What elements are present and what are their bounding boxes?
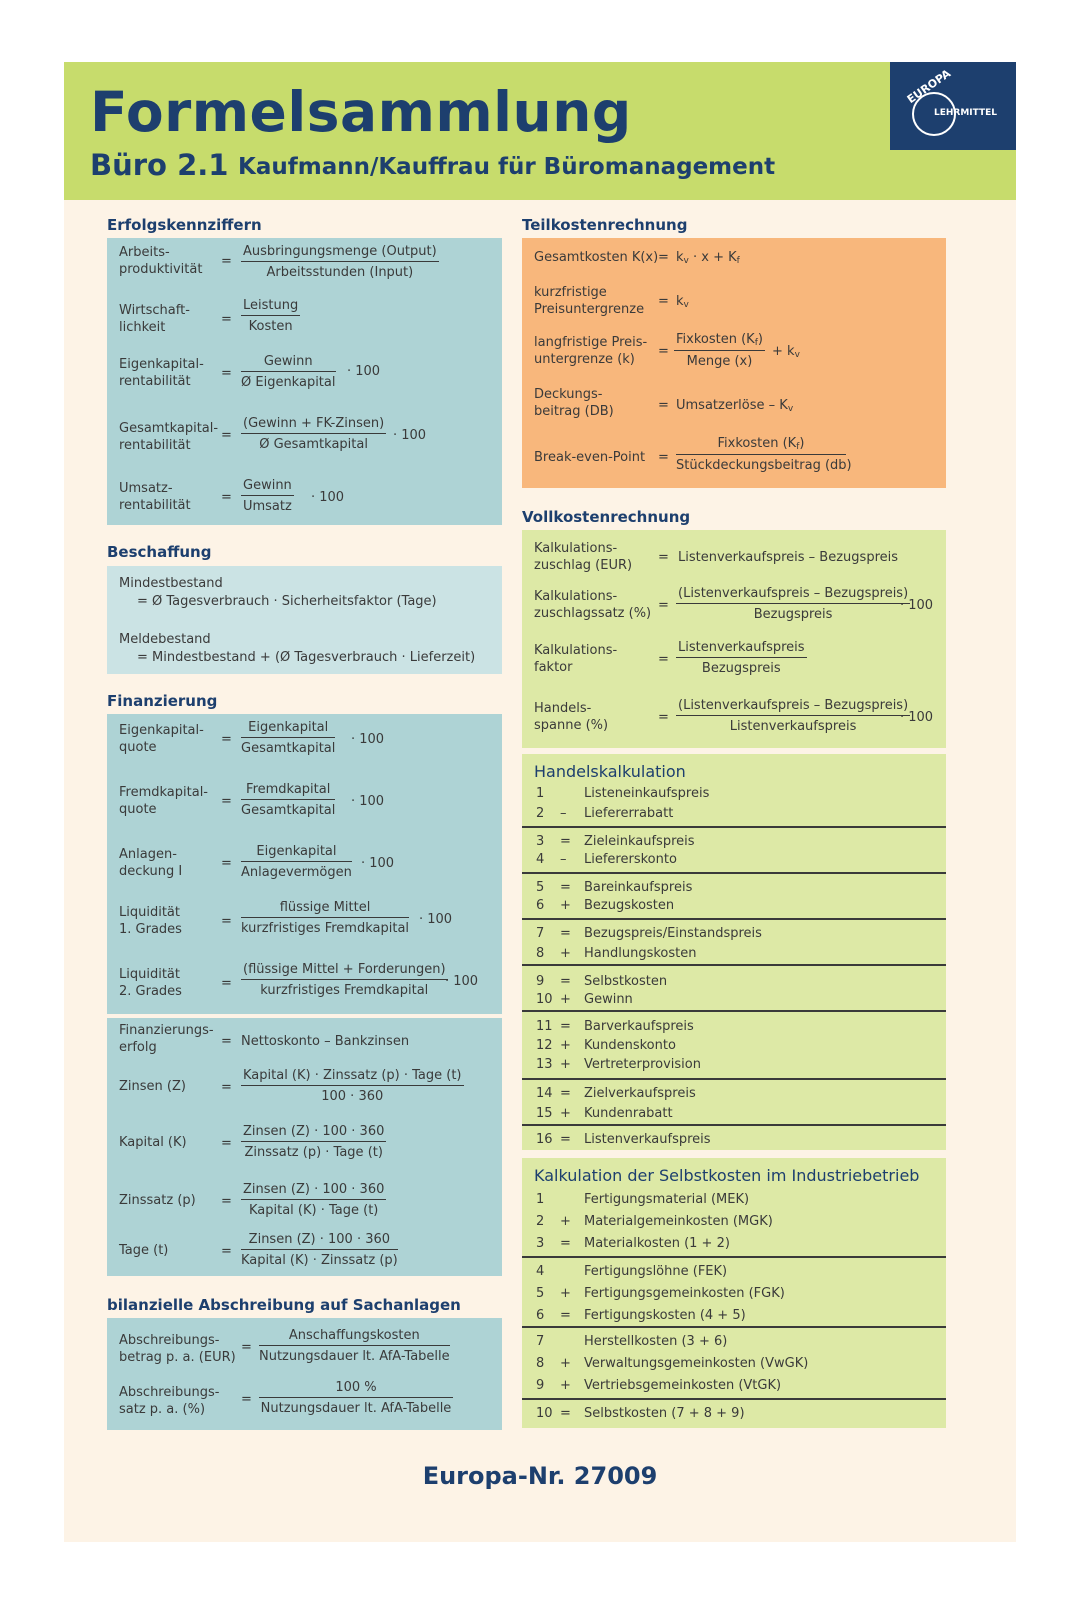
industrie-row-num: 2 (536, 1214, 545, 1229)
denominator: Ø Eigenkapital (241, 375, 336, 390)
times-100: · 100 (351, 732, 385, 747)
equals-sign: = (241, 1340, 252, 1355)
fraction-arbeitsproduktivitaet (241, 244, 439, 280)
label-handelsspanne: Handels- spanne (%) (534, 701, 609, 733)
denominator: Gesamtkapital (241, 741, 336, 756)
industrie-row-op: = (560, 1308, 571, 1323)
numerator: Anschaffungskosten (259, 1328, 450, 1346)
handel-row-op: + (560, 992, 571, 1007)
section-title-finanzierung: Finanzierung (107, 692, 218, 710)
industrie-row-num: 3 (536, 1236, 545, 1251)
industrie-row-num: 8 (536, 1356, 545, 1371)
gesamtkosten-formula (676, 250, 740, 266)
handel-row-txt: Bezugspreis/Einstandspreis (584, 926, 762, 941)
handel-row-op: = (560, 880, 571, 895)
denominator: Listenverkaufspreis (729, 719, 857, 734)
times-100: · 100 (445, 974, 479, 989)
label-eigenkapitalrentabilitaet: Eigenkapital- rentabilität (119, 357, 204, 389)
fraction-abschreibungssatz (259, 1380, 453, 1416)
denominator: Bezugspreis (753, 607, 833, 622)
numerator: Fremdkapital (241, 782, 335, 800)
industrie-row-num: 1 (536, 1192, 545, 1207)
equals-sign: = (658, 294, 669, 309)
industrie-row-num: 5 (536, 1286, 545, 1301)
handel-separator (522, 964, 946, 966)
industrie-row-num: 4 (536, 1264, 545, 1279)
section-title-abschreibung: bilanzielle Abschreibung auf Sachanlagen (107, 1296, 461, 1314)
teilkostenrechnung-box (522, 238, 946, 488)
handel-row-txt: Kundenrabatt (584, 1106, 673, 1121)
industrie-row-txt: Materialkosten (1 + 2) (584, 1236, 730, 1251)
handel-row-txt: Gewinn (584, 992, 633, 1007)
equals-sign: = (221, 914, 232, 929)
denominator: 100 · 360 (321, 1089, 384, 1104)
label-gesamtkosten: Gesamtkosten K(x) (534, 250, 659, 265)
label-liquiditaet-1: Liquidität 1. Grades (119, 905, 182, 937)
label-abschreibungsbetrag: Abschreibungs- betrag p. a. (EUR) (119, 1333, 236, 1365)
times-100: · 100 (361, 856, 395, 871)
industrie-row-num: 9 (536, 1378, 545, 1393)
kf-symbol: K (728, 250, 737, 265)
handel-row-op: – (560, 852, 567, 867)
finanzierungserfolg-formula: Nettoskonto – Bankzinsen (241, 1034, 410, 1049)
europa-nummer: Europa-Nr. 27009 (422, 1462, 658, 1490)
equals-sign: = (658, 450, 669, 465)
fraction-handelsspanne (676, 698, 910, 734)
handel-row-op: = (560, 1086, 571, 1101)
page-subtitle-occupation: Kaufmann/Kauffrau für Büromanagement (238, 154, 776, 180)
section-title-vollkostenrechnung: Vollkostenrechnung (522, 508, 691, 526)
denominator: Ø Gesamtkapital (259, 437, 368, 452)
handel-row-num: 12 (536, 1038, 553, 1053)
handel-row-txt: Kundenskonto (584, 1038, 676, 1053)
erfolgskennziffern-box (107, 238, 502, 525)
label-finanzierungserfolg: Finanzierungs- erfolg (119, 1023, 214, 1055)
industrie-row-op: + (560, 1286, 571, 1301)
handelskalkulation-box (522, 754, 946, 1150)
handel-row-num: 7 (536, 926, 545, 941)
handel-separator (522, 872, 946, 874)
denominator: Anlagevermögen (241, 865, 352, 880)
handel-row-txt: Zielverkaufspreis (584, 1086, 696, 1101)
industrie-row-txt: Fertigungslöhne (FEK) (584, 1264, 728, 1279)
handel-row-txt: Listeneinkaufspreis (584, 786, 710, 801)
numerator: Zinsen (Z) · 100 · 360 (241, 1232, 398, 1250)
fraction-liquiditaet-2 (241, 962, 448, 998)
denominator: Menge (x) (686, 354, 753, 369)
equals-sign: = (221, 732, 232, 747)
subscript-v: v (683, 256, 689, 266)
numerator: (Listenverkaufspreis – Bezugspreis) (676, 586, 910, 604)
industrie-row-txt: Materialgemeinkosten (MGK) (584, 1214, 773, 1229)
label-break-even-point: Break-even-Point (534, 450, 646, 465)
numerator: Eigenkapital (241, 844, 352, 862)
handel-row-num: 1 (536, 786, 545, 801)
fraction-gesamtkapitalrentabilitaet (241, 416, 386, 452)
handel-row-num: 11 (536, 1019, 553, 1034)
logo-text-lehrmittel: LEHRMITTEL (934, 108, 998, 118)
equals-sign: = (658, 250, 669, 265)
industrie-row-num: 10 (536, 1406, 553, 1421)
equals-sign: = (658, 398, 669, 413)
industrie-row-num: 7 (536, 1334, 545, 1349)
denominator: Kosten (248, 319, 293, 334)
equals-sign: = (658, 598, 669, 613)
label-zinssatz: Zinssatz (p) (119, 1193, 196, 1208)
denominator: Bezugspreis (701, 661, 781, 676)
page-title: Formelsammlung (90, 80, 632, 144)
label-arbeitsproduktivitaet: Arbeits- produktivität (119, 245, 203, 277)
numerator: Zinsen (Z) · 100 · 360 (241, 1182, 386, 1200)
times-100: · 100 (347, 364, 381, 379)
denominator: Kapital (K) · Tage (t) (248, 1203, 379, 1218)
numerator: Zinsen (Z) · 100 · 360 (241, 1124, 386, 1142)
handel-row-num: 10 (536, 992, 553, 1007)
kalkulationszuschlag-formula: Listenverkaufspreis – Bezugspreis (678, 550, 899, 565)
denominator: Gesamtkapital (241, 803, 336, 818)
page-subtitle: Büro 2.1 (90, 148, 229, 182)
equals-sign: = (221, 1244, 232, 1259)
equals-sign: = (221, 428, 232, 443)
section-title-beschaffung: Beschaffung (107, 543, 212, 561)
handel-row-op: = (560, 1132, 571, 1147)
handel-row-op: = (560, 834, 571, 849)
numerator: (Gewinn + FK-Zinsen) (241, 416, 386, 434)
times-100: · 100 (311, 490, 345, 505)
numerator: Leistung (241, 298, 300, 316)
label-kurzfristige-preisuntergrenze: kurzfristige Preisuntergrenze (534, 285, 645, 317)
mindestbestand-formula: = Ø Tagesverbrauch · Sicherheitsfaktor (Tage) (137, 594, 437, 609)
label-fremdkapitalquote: Fremdkapital- quote (119, 785, 209, 817)
label-langfristige-preisuntergrenze: langfristige Preis- untergrenze (k) (534, 335, 648, 367)
label-wirtschaftlichkeit: Wirtschaft- lichkeit (119, 303, 190, 335)
numerator: Gewinn (241, 478, 294, 496)
numerator: Fixkosten $(K_f)$ (674, 332, 765, 351)
handel-row-op: + (560, 1106, 571, 1121)
equals-sign: = (241, 1392, 252, 1407)
handel-row-op: = (560, 1019, 571, 1034)
numerator: (Listenverkaufspreis – Bezugspreis) (676, 698, 910, 716)
denominator: Umsatz (242, 499, 292, 514)
handel-row-num: 6 (536, 898, 545, 913)
fraction-kapital (241, 1124, 386, 1160)
handel-row-num: 9 (536, 974, 545, 989)
industriekalkulation-title: Kalkulation der Selbstkosten im Industriebetrieb (534, 1166, 920, 1185)
mindestbestand-label: Mindestbestand (119, 576, 223, 591)
handel-row-txt: Vertreterprovision (584, 1057, 701, 1072)
label-abschreibungssatz: Abschreibungs- satz p. a. (%) (119, 1385, 220, 1417)
numerator: Eigenkapital (241, 720, 335, 738)
handel-row-op: + (560, 898, 571, 913)
numerator: Listenverkaufspreis (676, 640, 807, 658)
fraction-kalkulationsfaktor (676, 640, 807, 676)
handel-row-num: 3 (536, 834, 545, 849)
handel-row-op: + (560, 1057, 571, 1072)
equals-sign: = (221, 856, 232, 871)
times-x-plus: · x + (693, 250, 724, 265)
fraction-eigenkapitalquote (241, 720, 335, 756)
numerator: Kapital (K) · Zinssatz (p) · Tage (t) (241, 1068, 464, 1086)
fraction-langfristige-preisuntergrenze (674, 332, 765, 369)
industrie-row-txt: Fertigungsmaterial (MEK) (584, 1192, 750, 1207)
industrie-row-txt: Vertriebsgemeinkosten (VtGK) (584, 1378, 782, 1393)
kv-symbol: k (676, 250, 684, 265)
fraction-fremdkapitalquote (241, 782, 335, 818)
equals-sign: = (221, 1194, 232, 1209)
industriekalkulation-box (522, 1158, 946, 1428)
handel-row-txt: Bareinkaufspreis (584, 880, 693, 895)
denominator: Nutzungsdauer lt. AfA-Tabelle (259, 1349, 450, 1364)
equals-sign: = (221, 794, 232, 809)
industrie-row-op: = (560, 1406, 571, 1421)
handel-row-num: 13 (536, 1057, 553, 1072)
handel-row-txt: Liefererrabatt (584, 806, 674, 821)
equals-sign: = (221, 1080, 232, 1095)
industrie-row-txt: Fertigungskosten (4 + 5) (584, 1308, 746, 1323)
label-deckungsbeitrag: Deckungs- beitrag (DB) (534, 387, 614, 419)
handel-row-op: = (560, 974, 571, 989)
handel-separator (522, 1010, 946, 1012)
handel-separator (522, 826, 946, 828)
handel-row-txt: Bezugskosten (584, 898, 675, 913)
handel-separator (522, 918, 946, 920)
denominator: Kapital (K) · Zinssatz (p) (241, 1253, 398, 1268)
handel-row-num: 15 (536, 1106, 553, 1121)
handel-row-num: 14 (536, 1086, 553, 1101)
meldebestand-formula: = Mindestbestand + (Ø Tagesverbrauch · Lieferzeit) (137, 650, 476, 665)
numerator: Gewinn (241, 354, 336, 372)
label-kalkulationsfaktor: Kalkulations- faktor (534, 643, 618, 675)
fraction-break-even-point (676, 436, 852, 473)
equals-sign: = (221, 254, 232, 269)
formula-sheet (64, 62, 1016, 1542)
handel-row-txt: Handlungskosten (584, 946, 697, 961)
kurzfristige-preisuntergrenze-formula: $k_v$ (676, 294, 689, 310)
fraction-eigenkapitalrentabilitaet (241, 354, 336, 390)
label-liquiditaet-2: Liquidität 2. Grades (119, 967, 182, 999)
handel-row-num: 4 (536, 852, 545, 867)
handel-row-op: = (560, 926, 571, 941)
industrie-separator (522, 1398, 946, 1400)
fraction-abschreibungsbetrag (259, 1328, 450, 1364)
industrie-row-txt: Verwaltungsgemeinkosten (VwGK) (584, 1356, 809, 1371)
numerator: 100 % (259, 1380, 453, 1398)
plus-kv: + $k_v$ (772, 344, 800, 360)
label-kapital: Kapital (K) (119, 1135, 187, 1150)
handel-row-txt: Listenverkaufspreis (584, 1132, 711, 1147)
section-title-teilkostenrechnung: Teilkostenrechnung (522, 216, 688, 234)
finanzierung-zinsen-box (107, 1018, 502, 1276)
equals-sign: = (221, 312, 232, 327)
handel-row-num: 5 (536, 880, 545, 895)
denominator: Nutzungsdauer lt. AfA-Tabelle (260, 1401, 452, 1416)
handel-row-op: – (560, 806, 567, 821)
logo-text-europa: EUROPA (904, 66, 954, 107)
deckungsbeitrag-formula: Umsatzerlöse – $K_v$ (676, 398, 794, 414)
equals-sign: = (658, 344, 669, 359)
handel-row-op: + (560, 946, 571, 961)
numerator: Fixkosten $(K_f)$ (676, 436, 846, 455)
equals-sign: = (221, 1136, 232, 1151)
industrie-row-num: 6 (536, 1308, 545, 1323)
denominator: kurzfristiges Fremdkapital (260, 983, 429, 998)
industrie-row-op: = (560, 1236, 571, 1251)
industrie-row-op: + (560, 1356, 571, 1371)
abschreibung-box (107, 1318, 502, 1430)
label-eigenkapitalquote: Eigenkapital- quote (119, 723, 204, 755)
fraction-zinsen (241, 1068, 464, 1104)
beschaffung-box (107, 566, 502, 674)
label-tage: Tage (t) (119, 1243, 169, 1258)
industrie-row-txt: Selbstkosten (7 + 8 + 9) (584, 1406, 745, 1421)
industrie-row-op: + (560, 1378, 571, 1393)
label-umsatzrentabilitaet: Umsatz- rentabilität (119, 481, 191, 513)
numerator: flüssige Mittel (241, 900, 409, 918)
vollkostenrechnung-box (522, 530, 946, 748)
equals-sign: = (221, 976, 232, 991)
times-100: · 100 (351, 794, 385, 809)
handel-row-op: + (560, 1038, 571, 1053)
times-100: · 100 (900, 598, 934, 613)
fraction-umsatzrentabilitaet (241, 478, 294, 514)
equals-sign: = (658, 550, 669, 565)
times-100: · 100 (900, 710, 934, 725)
label-gesamtkapitalrentabilitaet: Gesamtkapital- rentabilität (119, 421, 219, 453)
handel-separator (522, 1124, 946, 1126)
subscript-f: f (736, 256, 740, 266)
finanzierung-kennzahlen-box (107, 714, 502, 1014)
industrie-row-txt: Fertigungsgemeinkosten (FGK) (584, 1286, 785, 1301)
fraction-zinssatz (241, 1182, 386, 1218)
equals-sign: = (221, 490, 232, 505)
handel-row-txt: Liefererskonto (584, 852, 677, 867)
section-title-erfolgskennziffern: Erfolgskennziffern (107, 216, 262, 234)
denominator: kurzfristiges Fremdkapital (241, 921, 410, 936)
industrie-row-op: + (560, 1214, 571, 1229)
handel-row-txt: Zieleinkaufspreis (584, 834, 695, 849)
times-100: · 100 (393, 428, 427, 443)
equals-sign: = (658, 652, 669, 667)
fraction-liquiditaet-1 (241, 900, 409, 936)
handel-row-txt: Selbstkosten (584, 974, 668, 989)
equals-sign: = (658, 710, 669, 725)
industrie-row-txt: Herstellkosten (3 + 6) (584, 1334, 728, 1349)
equals-sign: = (221, 1034, 232, 1049)
handel-row-txt: Barverkaufspreis (584, 1019, 694, 1034)
fraction-wirtschaftlichkeit (241, 298, 300, 334)
label-zinsen: Zinsen (Z) (119, 1079, 186, 1094)
label-kalkulationszuschlag: Kalkulations- zuschlag (EUR) (534, 541, 633, 573)
europa-lehrmittel-logo (890, 62, 1016, 150)
label-kalkulationszuschlagssatz: Kalkulations- zuschlagssatz (%) (534, 589, 652, 621)
denominator: Arbeitsstunden (Input) (266, 265, 414, 280)
fraction-kalkulationszuschlagssatz (676, 586, 910, 622)
handel-row-num: 8 (536, 946, 545, 961)
denominator: Zinssatz (p) · Tage (t) (244, 1145, 383, 1160)
handel-row-num: 16 (536, 1132, 553, 1147)
label-anlagendeckung: Anlagen- deckung I (119, 847, 183, 879)
industrie-separator (522, 1326, 946, 1328)
handel-separator (522, 1078, 946, 1080)
industrie-separator (522, 1256, 946, 1258)
fraction-anlagendeckung (241, 844, 352, 880)
meldebestand-label: Meldebestand (119, 632, 211, 647)
times-100: · 100 (419, 912, 453, 927)
handel-row-num: 2 (536, 806, 545, 821)
handelskalkulation-title: Handelskalkulation (534, 762, 686, 781)
denominator: Stückdeckungsbeitrag (db) (676, 458, 852, 473)
fraction-tage (241, 1232, 398, 1268)
header-banner (64, 62, 1016, 200)
numerator: (flüssige Mittel + Forderungen) (241, 962, 448, 980)
equals-sign: = (221, 366, 232, 381)
numerator: Ausbringungsmenge (Output) (241, 244, 439, 262)
